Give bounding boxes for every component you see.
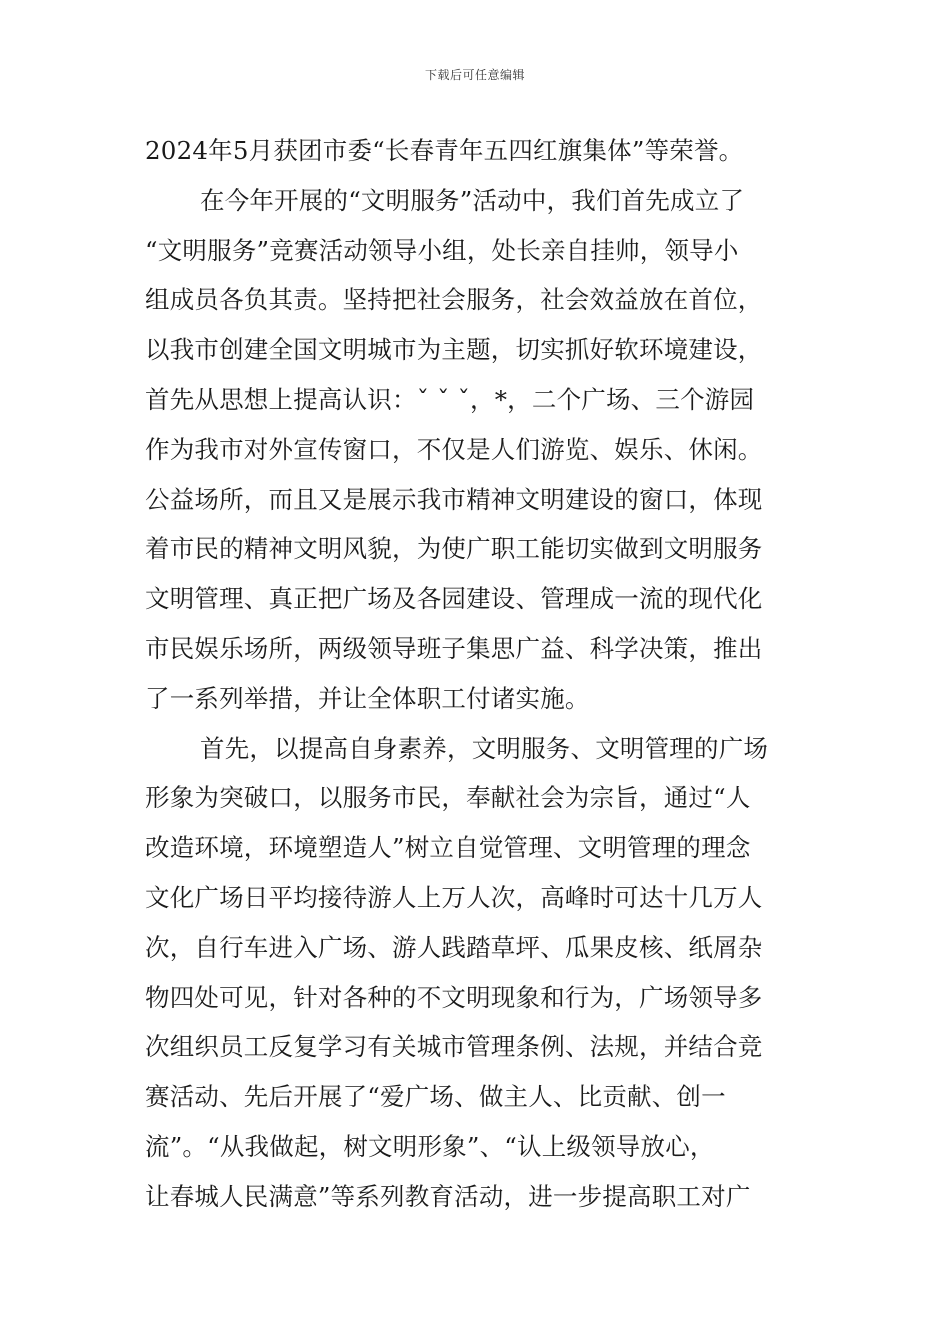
text-line: 改造环境，环境塑造人”树立自觉管理、文明管理的理念	[145, 833, 751, 863]
body-text	[145, 126, 810, 1222]
text-line: 着市民的精神文明风貌，为使广职工能切实做到文明服务	[145, 534, 763, 564]
paragraph-start-line: 首先，以提高自身素养，文明服务、文明管理的广场	[200, 733, 769, 763]
text-line: 了一系列举措，并让全体职工付诸实施。	[145, 683, 590, 713]
text-line: “文明服务”竞赛活动领导小组，处长亲自挂帅，领导小	[145, 235, 739, 265]
text-line: 文化广场日平均接待游人上万人次，高峰时可达十几万人	[145, 882, 763, 912]
text-line: 文明管理、真正把广场及各园建设、管理成一流的现代化	[145, 584, 763, 614]
text-line: 物四处可见，针对各种的不文明现象和行为，广场领导多	[145, 982, 763, 1012]
header-note: 下载后可任意编辑	[424, 68, 525, 82]
text-line: 组成员各负其责。坚持把社会服务，社会效益放在首位，	[145, 285, 763, 315]
text-line: 2024年5月获团市委“长春青年五四红旗集体”等荣誉。	[145, 136, 744, 165]
text-line: 次，自行车进入广场、游人践踏草坪、瓜果皮核、纸屑杂	[145, 932, 763, 962]
text-line: 市民娱乐场所，两级领导班子集思广益、科学决策，推出	[145, 633, 763, 663]
text-line: 以我市创建全国文明城市为主题，切实抓好软环境建设，	[145, 335, 763, 365]
text-line: 让春城人民满意”等系列教育活动，进一步提高职工对广	[145, 1181, 751, 1211]
text-line: 作为我市对外宣传窗口，不仅是人们游览、娱乐、休闲。	[145, 434, 763, 464]
text-line: 流”。“从我做起，树文明形象”、“认上级领导放心，	[145, 1131, 715, 1161]
text-line: 首先从思想上提高认识：ˇ ˇ ˇ，*，二个广场、三个游园	[145, 384, 755, 414]
text-line: 赛活动、先后开展了“爱广场、做主人、比贡献、创一	[145, 1082, 726, 1112]
paragraph-start-line: 在今年开展的“文明服务”活动中，我们首先成立了	[200, 185, 745, 215]
text-line: 形象为突破口，以服务市民，奉献社会为宗旨，通过“人	[145, 783, 751, 813]
text-line: 公益场所，而且又是展示我市精神文明建设的窗口，体现	[145, 484, 763, 514]
text-line: 次组织员工反复学习有关城市管理条例、法规，并结合竞	[145, 1032, 763, 1062]
